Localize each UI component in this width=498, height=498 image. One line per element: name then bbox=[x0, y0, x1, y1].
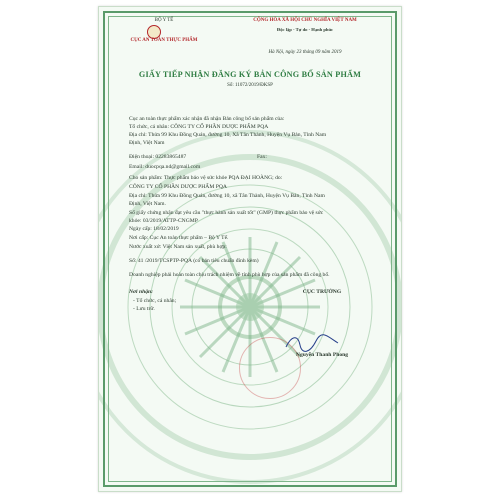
document-title: GIẤY TIẾP NHẬN ĐĂNG KÝ BẢN CÔNG BỐ SẢN PHẨM bbox=[138, 70, 362, 79]
document-number: Số: 11072/2019/ĐKSP bbox=[227, 83, 273, 88]
recipient-item: - Tổ chức, cá nhân; bbox=[133, 298, 177, 304]
body-line: Định, Việt Nam bbox=[129, 140, 165, 146]
body-line: Email: duocpqa.nd@gmail.com bbox=[129, 164, 201, 170]
body-line: Cục an toàn thực phẩm xác nhận đã nhận Bản công bố sản phẩm của: bbox=[129, 116, 285, 122]
body-line: Địa chỉ: Thửa 99 Khu Đồng Quán, đường 10, Xã Tân Thành, Huyện Vụ Bản, Tỉnh Nam bbox=[129, 132, 327, 138]
signatory-name: Nguyễn Thanh Phong bbox=[295, 352, 349, 358]
body-line: Cho sản phẩm: Thực phẩm bảo vệ sức khỏe PQA ĐẠI HOÀNG; do: bbox=[129, 175, 283, 181]
ministry-name: BỘ Y TẾ bbox=[154, 18, 174, 23]
recipient-item: - Lưu trữ. bbox=[133, 306, 155, 312]
motto: Độc lập - Tự do - Hạnh phúc bbox=[276, 27, 334, 32]
signatory-title: CỤC TRƯỞNG bbox=[302, 289, 342, 295]
place-date: Hà Nội, ngày 23 tháng 09 năm 2019 bbox=[268, 50, 342, 55]
body-line: Số giấy chứng nhận đạt yêu cầu "thực hành sản xuất tốt" (GMP) thực phẩm bảo vệ sức bbox=[129, 210, 324, 216]
body-line: Định, Việt Nam. bbox=[129, 201, 166, 207]
body-line: Số: 41 /2019/TCSPTP-PQA (có bản tiêu chuẩn đính kèm) bbox=[129, 258, 259, 264]
phone-label: Điện thoại: 02283865487 bbox=[129, 154, 187, 160]
body-line: Nước xuất xứ: Việt Nam sản xuất, phù hợp: bbox=[129, 244, 227, 250]
agency-name: CỤC AN TOÀN THỰC PHẨM bbox=[130, 38, 198, 43]
body-line: Địa chỉ: Thửa 99 Khu Đồng Quán, đường 10, xã Tân Thành, Huyện Vụ Bản, Tỉnh Nam bbox=[129, 193, 325, 199]
body-line: CÔNG TY CỔ PHẦN DƯỢC PHẨM PQA bbox=[129, 184, 227, 190]
document-page bbox=[98, 6, 402, 492]
body-line: Ngày cấp: 18/02/2019 bbox=[129, 226, 179, 232]
body-line: khỏe: 03/2019/ATTP-CNGMP bbox=[129, 218, 198, 224]
body-line: Doanh nghiệp phải hoàn toàn chịu trách nhiệm về tính phù hợp của sản phẩm đã công bố. bbox=[129, 272, 330, 278]
body-line: Tổ chức, cá nhân: CÔNG TY CỔ PHẦN DƯỢC PHẨM PQA bbox=[129, 124, 269, 130]
recipients-heading: Nơi nhận: bbox=[129, 289, 153, 295]
fax-label: Fax: bbox=[257, 154, 267, 160]
body-line: Nơi cấp: Cục An toàn thực phẩm – Bộ Y Tế. bbox=[129, 235, 229, 241]
country-name: CỘNG HÒA XÃ HỘI CHỦ NGHĨA VIỆT NAM bbox=[253, 18, 357, 23]
